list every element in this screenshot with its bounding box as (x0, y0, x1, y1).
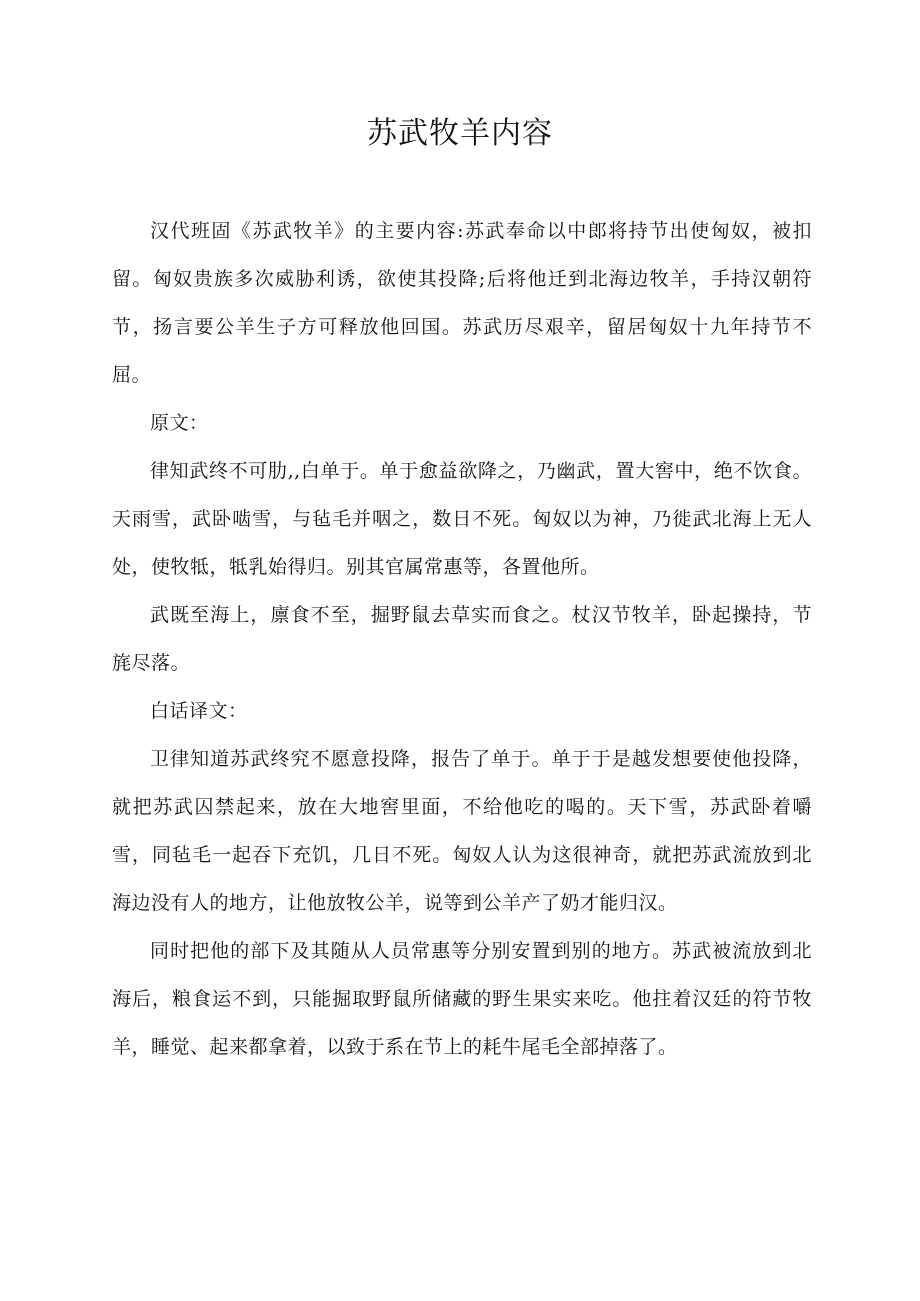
paragraph-translation-2: 同时把他的部下及其随从人员常惠等分别安置到别的地方。苏武被流放到北海后，粮食运不到，只能掘取野鼠所储藏的野生果实来吃。他拄着汉廷的符节牧羊，睡觉、起来都拿着，以致于系在节上的耗牛尾毛全部掉落了。 (112, 940, 812, 1058)
document-body (112, 207, 812, 1071)
paragraph-translation-heading: 白话译文： (150, 700, 248, 722)
paragraph-translation-1: 卫律知道苏武终究不愿意投降，报告了单于。单于于是越发想要使他投降，就把苏武囚禁起来，放在大地窖里面，不给他吃的喝的。天下雪，苏武卧着嚼雪，同毡毛一起吞下充饥，几日不死。匈奴人认为这很神奇，就把苏武流放到北海边没有人的地方，让他放牧公羊，说等到公羊产了奶才能归汉。 (112, 748, 812, 914)
paragraph-original-1: 律知武终不可肋,,白单于。单于愈益欲降之，乃幽武，置大窖中，绝不饮食。天雨雪，武卧啮雪，与毡毛并咽之，数日不死。匈奴以为神，乃徙武北海上无人处，使牧牴，牴乳始得归。别其官属常惠等，各置他所。 (112, 460, 812, 578)
document-title: 苏武牧羊内容 (367, 116, 553, 151)
paragraph-summary: 汉代班固《苏武牧羊》的主要内容:苏武奉命以中郎将持节出使匈奴，被扣留。匈奴贵族多次威胁利诱，欲使其投降;后将他迁到北海边牧羊，手持汉朝符节，扬言要公羊生子方可释放他回国。苏武历尽艰辛，留居匈奴十九年持节不屈。 (112, 220, 812, 386)
paragraph-original-2: 武既至海上，廪食不至，掘野鼠去草实而食之。杖汉节牧羊，卧起操持，节旄尽落。 (112, 604, 812, 674)
paragraph-original-heading: 原文： (150, 412, 209, 434)
